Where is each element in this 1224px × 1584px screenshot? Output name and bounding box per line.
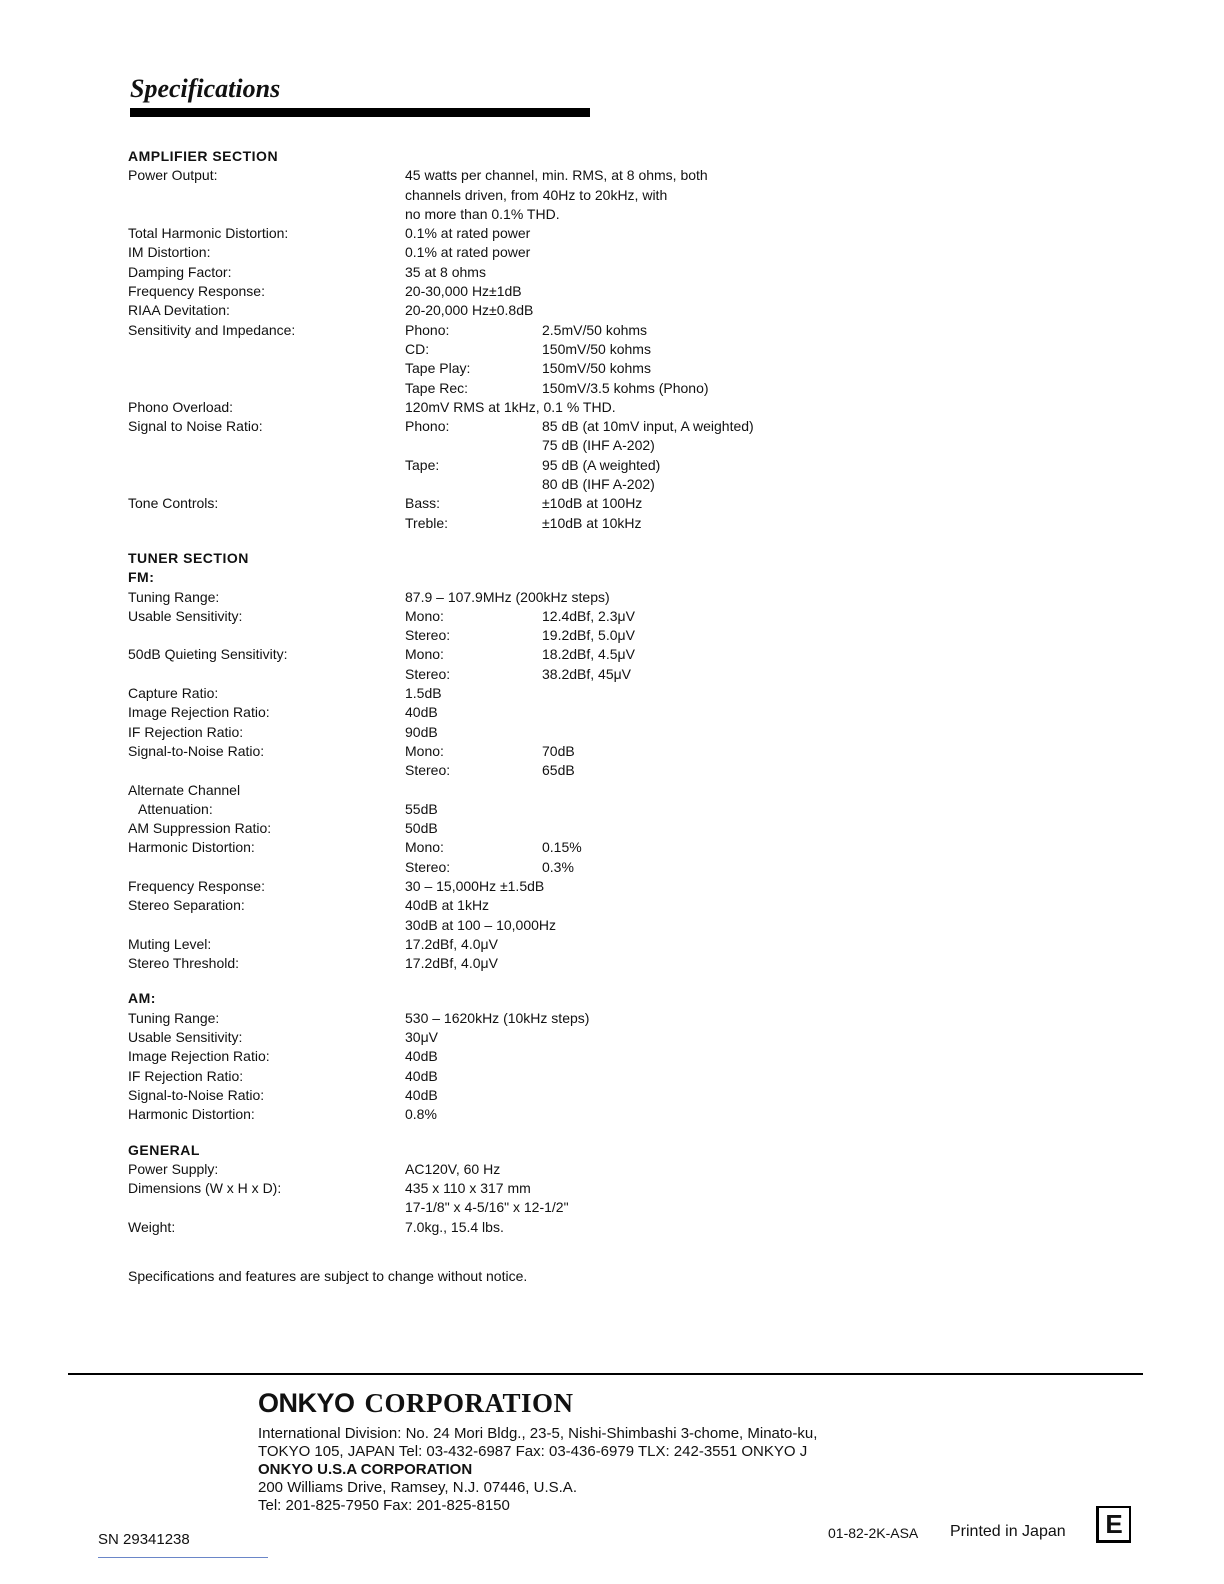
spec-row [128,800,828,819]
spec-value: no more than 0.1% THD. [405,205,560,222]
spec-row [128,514,828,533]
spec-value: Mono: [405,607,444,624]
spec-row [128,1086,828,1105]
spec-label: IF Rejection Ratio: [128,723,244,740]
address-line: International Division: No. 24 Mori Bldg., 23-5, Nishi-Shimbashi 3-chome, Minato-ku, [258,1425,818,1442]
spec-value: 45 watts per channel, min. RMS, at 8 ohms, both [405,167,708,184]
corporation-name [258,1388,574,1419]
spec-row [128,877,828,896]
spec-subvalue: 70dB [542,742,575,759]
section-spacer [128,533,828,549]
spec-row [128,417,828,436]
spec-row [128,398,828,417]
spec-row [128,954,828,973]
spec-subvalue: 18.2dBf, 4.5μV [542,646,635,663]
spec-row [128,723,828,742]
spec-subvalue: 65dB [542,762,575,779]
spec-row [128,340,828,359]
spec-label: Signal-to-Noise Ratio: [128,742,265,759]
usa-contact-line: Tel: 201-825-7950 Fax: 201-825-8150 [258,1497,510,1514]
spec-row [128,858,828,877]
spec-row [128,321,828,340]
spec-subvalue: 150mV/3.5 kohms (Phono) [542,379,709,396]
spec-value: Mono: [405,742,444,759]
spec-value: 17.2dBf, 4.0μV [405,955,498,972]
contact-address-block [258,1425,817,1515]
corporation-word: CORPORATION [364,1388,574,1418]
spec-row [128,379,828,398]
spec-subvalue: 19.2dBf, 5.0μV [542,627,635,644]
spec-label: Weight: [128,1218,176,1235]
spec-row [128,1179,828,1198]
spec-value: 40dB [405,704,438,721]
spec-value: 0.1% at rated power [405,244,531,261]
spec-label: Dimensions (W x H x D): [128,1180,282,1197]
spec-row [128,494,828,513]
spec-label: Harmonic Distortion: [128,839,255,856]
serial-number: SN 29341238 [98,1531,190,1548]
spec-subvalue: 0.3% [542,858,574,875]
spec-row [128,243,828,262]
section-spacer [128,1125,828,1141]
spec-row [128,819,828,838]
spec-value: 0.1% at rated power [405,225,531,242]
spec-label: Harmonic Distortion: [128,1106,255,1123]
spec-label: Attenuation: [138,800,213,817]
spec-subvalue: 2.5mV/50 kohms [542,321,648,338]
spec-subvalue: 150mV/50 kohms [542,360,651,377]
spec-row [128,1198,828,1217]
spec-label: Power Output: [128,167,218,184]
spec-label: Tuning Range: [128,588,220,605]
spec-value: 0.8% [405,1106,437,1123]
spec-row [128,896,828,915]
spec-value: 87.9 – 107.9MHz (200kHz steps) [405,588,610,605]
spec-row [128,282,828,301]
spec-value: Stereo: [405,858,451,875]
spec-subvalue: ±10dB at 10kHz [542,514,642,531]
spec-value: Treble: [405,514,449,531]
section-heading-label: AM: [128,990,156,1007]
spec-label: Signal-to-Noise Ratio: [128,1086,265,1103]
spec-value: 40dB [405,1086,438,1103]
section-heading [128,1141,828,1160]
document-code: 01-82-2K-ASA [828,1525,919,1541]
spec-value: 1.5dB [405,685,442,702]
spec-row [128,1067,828,1086]
spec-subvalue: 85 dB (at 10mV input, A weighted) [542,418,754,435]
spec-row [128,224,828,243]
spec-label: Sensitivity and Impedance: [128,321,296,338]
spec-row [128,1047,828,1066]
spec-row [128,626,828,645]
spec-row [128,1105,828,1124]
spec-value: 50dB [405,820,438,837]
spec-row [128,1218,828,1237]
spec-label: IM Distortion: [128,244,211,261]
specifications-list [128,147,828,1237]
spec-value: Tape Play: [405,360,471,377]
spec-label: Image Rejection Ratio: [128,704,270,721]
spec-label: Capture Ratio: [128,685,219,702]
spec-label: Phono Overload: [128,398,234,415]
spec-subvalue: 75 dB (IHF A-202) [542,437,655,454]
spec-label: 50dB Quieting Sensitivity: [128,646,288,663]
spec-label: AM Suppression Ratio: [128,820,272,837]
spec-label: Frequency Response: [128,283,265,300]
spec-row [128,742,828,761]
section-heading-label: AMPLIFIER SECTION [128,148,279,164]
usa-address-line: 200 Williams Drive, Ramsey, N.J. 07446, U.S.A. [258,1479,577,1496]
spec-label: Power Supply: [128,1160,219,1177]
section-heading [128,568,828,587]
spec-label: Usable Sensitivity: [128,607,243,624]
spec-row [128,588,828,607]
spec-label: Image Rejection Ratio: [128,1048,270,1065]
spec-row [128,301,828,320]
spec-value: 40dB [405,1067,438,1084]
title-underline-bar [130,108,590,117]
spec-row [128,475,828,494]
section-heading [128,989,828,1008]
spec-row [128,1160,828,1179]
spec-value: 435 x 110 x 317 mm [405,1180,531,1197]
spec-row [128,916,828,935]
spec-value: 35 at 8 ohms [405,263,486,280]
spec-value: 7.0kg., 15.4 lbs. [405,1218,504,1235]
section-heading-label: GENERAL [128,1141,200,1158]
section-heading-label: TUNER SECTION [128,549,249,566]
spec-label: Muting Level: [128,935,212,952]
disclaimer-note: Specifications and features are subject to change without notice. [128,1268,528,1284]
spec-value: Phono: [405,321,450,338]
spec-label: Alternate Channel [128,781,241,798]
spec-value: 20-30,000 Hz±1dB [405,283,522,300]
spec-subvalue: 38.2dBf, 45μV [542,665,632,682]
spec-label: Total Harmonic Distortion: [128,225,289,242]
spec-row [128,263,828,282]
spec-label: Damping Factor: [128,263,232,280]
spec-row [128,1028,828,1047]
spec-label: IF Rejection Ratio: [128,1067,244,1084]
spec-value: 20-20,000 Hz±0.8dB [405,302,534,319]
spec-value: 40dB [405,1048,438,1065]
spec-row [128,186,828,205]
spec-value: 30dB at 100 – 10,000Hz [405,916,557,933]
spec-label: Frequency Response: [128,877,265,894]
section-spacer [128,973,828,989]
edition-mark-box: E [1096,1506,1131,1543]
spec-value: 30μV [405,1029,438,1046]
spec-label: Stereo Threshold: [128,955,240,972]
spec-subvalue: 0.15% [542,839,582,856]
spec-row [128,607,828,626]
spec-value: Phono: [405,418,450,435]
page-title: Specifications [130,74,281,103]
spec-row [128,838,828,857]
spec-value: CD: [405,340,430,357]
spec-value: Stereo: [405,762,451,779]
spec-value: 17-1/8" x 4-5/16" x 12-1/2" [405,1199,569,1216]
spec-value: 530 – 1620kHz (10kHz steps) [405,1009,590,1026]
spec-value: Stereo: [405,665,451,682]
spec-value: 40dB at 1kHz [405,897,490,914]
spec-value: 55dB [405,800,438,817]
spec-row [128,205,828,224]
spec-row [128,781,828,800]
spec-row [128,684,828,703]
spec-value: AC120V, 60 Hz [405,1160,501,1177]
spec-row [128,703,828,722]
spec-value: 90dB [405,723,438,740]
spec-row [128,935,828,954]
spec-row [128,359,828,378]
spec-subvalue: 80 dB (IHF A-202) [542,476,655,493]
spec-value: Bass: [405,495,441,512]
spec-value: Tape Rec: [405,379,469,396]
section-heading [128,147,828,166]
spec-value: Mono: [405,646,444,663]
spec-row [128,436,828,455]
spec-value: Stereo: [405,627,451,644]
spec-label: Tone Controls: [128,495,219,512]
spec-row [128,761,828,780]
spec-value: channels driven, from 40Hz to 20kHz, with [405,186,668,203]
section-heading [128,549,828,568]
spec-label: RIAA Devitation: [128,302,230,319]
spec-subvalue: 12.4dBf, 2.3μV [542,607,635,624]
usa-corporation-name: ONKYO U.S.A CORPORATION [258,1461,473,1478]
footer-divider [68,1373,1143,1375]
spec-label: Usable Sensitivity: [128,1029,243,1046]
printed-in-label: Printed in Japan [950,1523,1066,1540]
spec-value: Tape: [405,456,440,473]
spec-subvalue: 95 dB (A weighted) [542,456,661,473]
spec-row [128,1009,828,1028]
spec-label: Signal to Noise Ratio: [128,418,263,435]
spec-row [128,665,828,684]
spec-value: 30 – 15,000Hz ±1.5dB [405,877,545,894]
spec-label: Stereo Separation: [128,897,245,914]
section-heading-label: FM: [128,569,155,586]
spec-row [128,456,828,475]
spec-value: 120mV RMS at 1kHz, 0.1 % THD. [405,398,616,415]
spec-label: Tuning Range: [128,1009,220,1026]
spec-subvalue: 150mV/50 kohms [542,340,651,357]
address-line: TOKYO 105, JAPAN Tel: 03-432-6987 Fax: 03-436-6979 TLX: 242-3551 ONKYO J [258,1443,808,1460]
spec-row [128,645,828,664]
serial-underline [98,1557,268,1558]
spec-value: 17.2dBf, 4.0μV [405,935,498,952]
spec-value: Mono: [405,839,444,856]
spec-subvalue: ±10dB at 100Hz [542,495,643,512]
onkyo-logo: ONKYO [258,1388,355,1418]
spec-row [128,166,828,185]
